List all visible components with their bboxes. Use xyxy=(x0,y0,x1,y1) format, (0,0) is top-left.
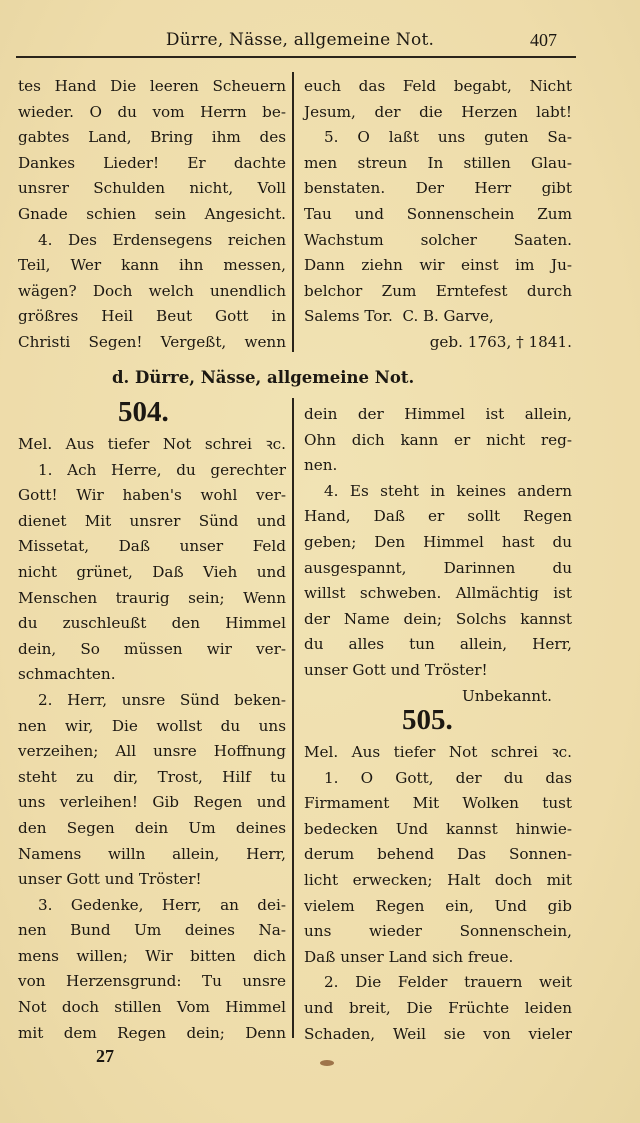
verse-start: 1. Ach Herre, du gerechter xyxy=(38,460,286,479)
text-line: unsrer Schulden nicht, Voll xyxy=(18,179,286,198)
text-line: mit dem Regen dein; Denn xyxy=(18,1023,286,1042)
text-line: willst schweben. Allmächtig ist xyxy=(304,584,572,603)
text-line: Christi Segen! Vergeßt, wenn xyxy=(18,332,286,351)
text-line: schmachten. xyxy=(18,665,116,684)
text-line: Ohn dich kann er nicht reg- xyxy=(304,430,572,449)
text-line: nen wir, Die wollst du uns xyxy=(18,716,286,735)
text-line: uns verleihen! Gib Regen und xyxy=(18,793,286,812)
text-line: Missetat, Daß unser Feld xyxy=(18,537,286,556)
text-line: benstaten. Der Herr gibt xyxy=(304,179,572,198)
verse-start: 5. O laßt uns guten Sa- xyxy=(324,128,572,147)
page-number: 407 xyxy=(530,30,557,50)
text-line: Menschen traurig sein; Wenn xyxy=(18,588,286,607)
right-column-top xyxy=(304,74,572,356)
verse-start: 1. O Gott, der du das xyxy=(324,768,572,787)
text-line: Dann ziehn wir einst im Ju- xyxy=(304,256,572,275)
text-line: dein der Himmel ist allein, xyxy=(304,405,572,423)
text-line: licht erwecken; Halt doch mit xyxy=(304,870,572,889)
text-line: du alles tun allein, Herr, xyxy=(304,635,572,654)
column-divider xyxy=(292,72,294,352)
text-line: dienet Mit unsrer Sünd und xyxy=(18,511,286,530)
text-line: nen. xyxy=(304,456,338,475)
text-line: Hand, Daß er sollt Regen xyxy=(304,507,572,526)
text-line: Firmament Mit Wolken tust xyxy=(304,794,572,813)
text-line: Schaden, Weil sie von vieler xyxy=(304,1024,572,1043)
text-line: belchor Zum Erntefest durch xyxy=(304,281,572,300)
text-line-end: Salems Tor. xyxy=(304,307,393,326)
running-title: Dürre, Nässe, allgemeine Not. xyxy=(165,30,435,50)
text-line: und breit, Die Früchte leiden xyxy=(304,998,572,1017)
text-line: Teil, Wer kann ihn messen, xyxy=(18,256,286,275)
text-line: von Herzensgrund: Tu unsre xyxy=(18,972,286,991)
column-divider xyxy=(292,398,294,1038)
text-line: nicht grünet, Daß Vieh und xyxy=(18,562,286,581)
text-line: geben; Den Himmel hast du xyxy=(304,532,572,551)
verse-start: 4. Des Erdensegens reichen xyxy=(38,230,286,249)
text-line: Namens willn allein, Herr, xyxy=(18,844,286,863)
text-line: vielem Regen ein, Und gib xyxy=(304,896,572,915)
author-attribution: Unbekannt. xyxy=(461,686,552,705)
text-line: Not doch stillen Vom Himmel xyxy=(18,998,286,1017)
right-column-hymn-504 xyxy=(304,402,572,709)
text-line: der Name dein; Solchs kannst xyxy=(304,609,572,628)
author-dates: geb. 1763, † 1841. xyxy=(429,332,572,351)
text-line: wägen? Doch welch unendlich xyxy=(18,281,286,300)
text-line: verzeihen; All unsre Hoffnung xyxy=(18,742,286,761)
verse-start: 2. Herr, unsre Sünd beken- xyxy=(38,690,286,709)
text-line: uns wieder Sonnenschein, xyxy=(304,922,572,941)
left-column-top xyxy=(18,74,286,356)
text-line: derum behend Das Sonnen- xyxy=(304,845,572,864)
verse-start: 3. Gedenke, Herr, an dei- xyxy=(38,895,286,914)
text-line: du zuschleußt den Himmel xyxy=(18,614,286,633)
text-line: Gnade schien sein Angesicht. xyxy=(18,204,286,223)
melody-line: Mel. Aus tiefer Not schrei ꝛc. xyxy=(18,435,286,453)
hymn-number: 505. xyxy=(402,704,453,736)
text-line: den Segen dein Um deines xyxy=(18,818,286,837)
text-line: unser Gott und Tröster! xyxy=(304,660,488,679)
verse-start: 4. Es steht in keines andern xyxy=(324,481,572,500)
right-column-hymn-505 xyxy=(304,740,572,1047)
text-line: Dankes Lieder! Er dachte xyxy=(18,153,286,172)
text-line: Jesum, der die Herzen labt! xyxy=(304,102,572,121)
left-column-bottom xyxy=(18,432,286,1046)
signature-mark: 27 xyxy=(96,1046,114,1066)
text-line: men streun In stillen Glau- xyxy=(304,153,572,172)
text-line: ausgespannt, Darinnen du xyxy=(304,558,572,577)
text-line: bedecken Und kannst hinwie- xyxy=(304,819,572,838)
text-line: Daß unser Land sich freue. xyxy=(304,947,514,966)
melody-line: Mel. Aus tiefer Not schrei ꝛc. xyxy=(304,743,572,761)
header-rule xyxy=(16,56,576,58)
hymn-number: 504. xyxy=(118,396,169,428)
text-line: Gott! Wir haben's wohl ver- xyxy=(18,486,286,505)
text-line: größres Heil Beut Gott in xyxy=(18,307,286,326)
text-line: nen Bund Um deines Na- xyxy=(18,921,286,940)
verse-start: 2. Die Felder trauern weit xyxy=(324,973,572,992)
text-line: gabtes Land, Bring ihm des xyxy=(18,128,286,147)
text-line: unser Gott und Tröster! xyxy=(18,870,202,889)
text-line: mens willen; Wir bitten dich xyxy=(18,946,286,965)
text-line: euch das Feld begabt, Nicht xyxy=(304,77,572,95)
text-line: wieder. O du vom Herrn be- xyxy=(18,102,286,121)
paper-stain xyxy=(320,1060,334,1066)
text-line: Tau und Sonnenschein Zum xyxy=(304,204,572,223)
author-attribution: C. B. Garve, xyxy=(402,307,494,326)
section-heading: d. Dürre, Nässe, allgemeine Not. xyxy=(112,368,415,387)
text-line: Wachstum solcher Saaten. xyxy=(304,230,572,249)
text-line: steht zu dir, Trost, Hilf tu xyxy=(18,767,286,786)
text-line: tes Hand Die leeren Scheuern xyxy=(18,77,286,95)
text-line: dein, So müssen wir ver- xyxy=(18,639,286,658)
text-line xyxy=(304,304,572,330)
